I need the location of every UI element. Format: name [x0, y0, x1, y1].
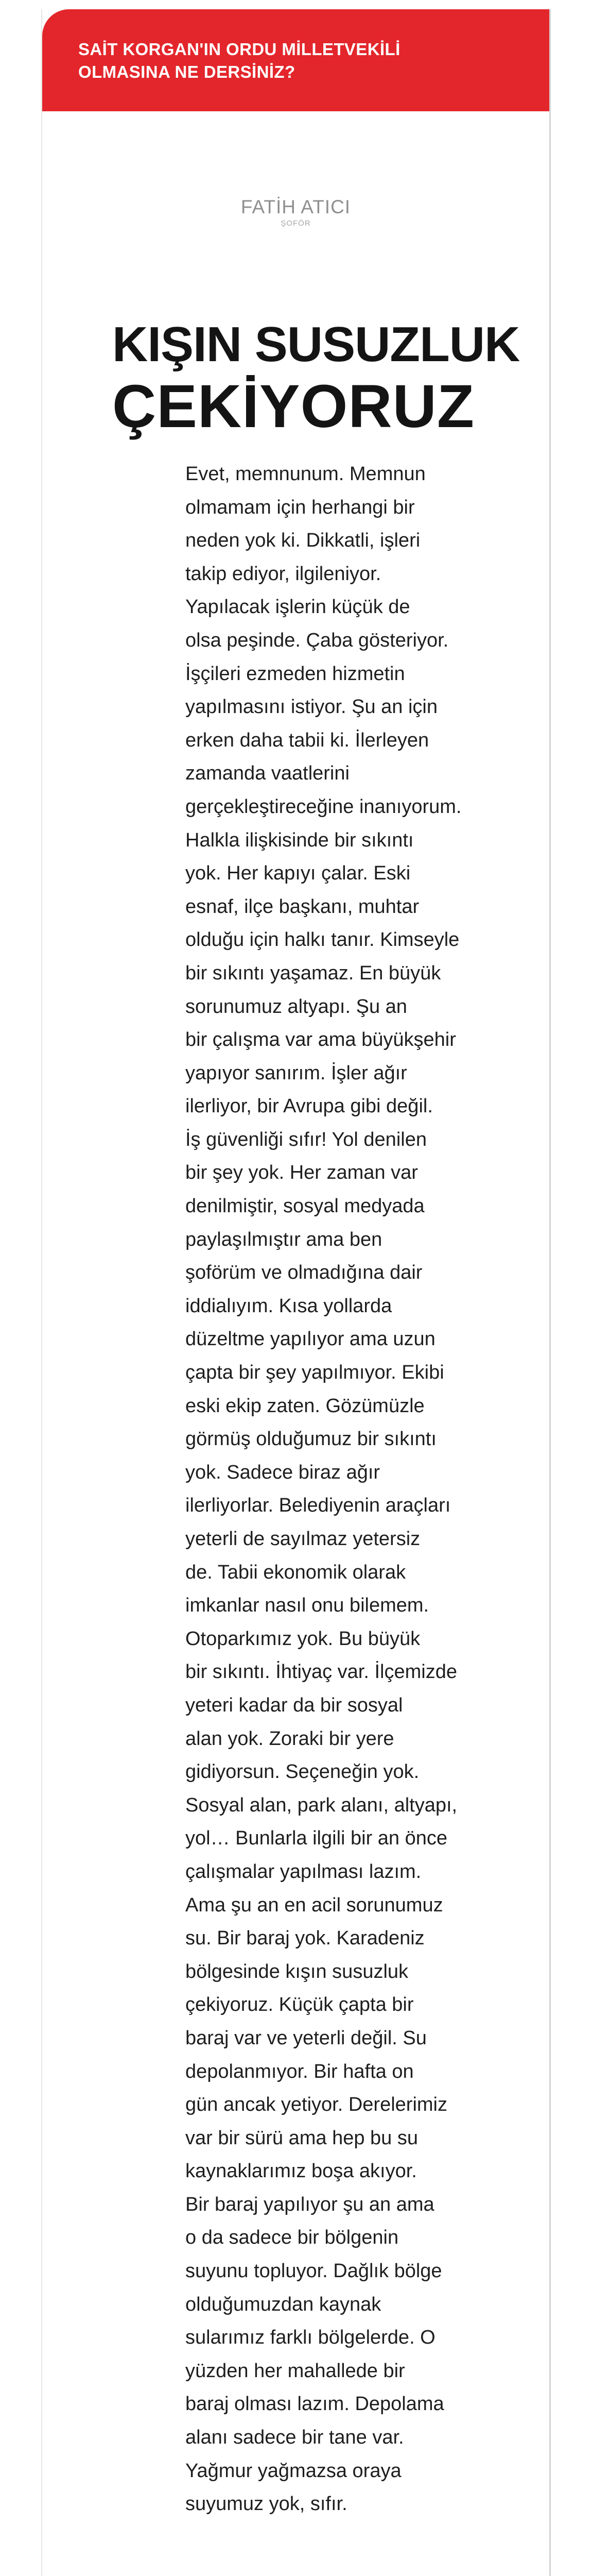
body-line: suyunu topluyor. Dağlık bölge	[185, 2260, 442, 2282]
body-line: olduğu için halkı tanır. Kimseyle	[185, 929, 460, 951]
body-line: Yapılacak işlerin küçük de	[185, 596, 410, 618]
header-banner	[42, 9, 549, 111]
body-line: yok. Sadece biraz ağır	[185, 1461, 380, 1483]
body-line: bir sıkıntı yaşamaz. En büyük	[185, 962, 441, 984]
body-line: yapıyor sanırım. İşler ağır	[185, 1062, 407, 1084]
body-line: bir sıkıntı. İhtiyaç var. İlçemizde	[185, 1661, 457, 1683]
body-line: İş güvenliği sıfır! Yol denilen	[185, 1128, 427, 1150]
body-line: Yağmur yağmazsa oraya	[185, 2460, 402, 2482]
body-line: sularımız farklı bölgelerde. O	[185, 2327, 436, 2349]
body-line: çalışmalar yapılması lazım.	[185, 1860, 422, 1883]
body-line: ilerliyorlar. Belediyenin araçları	[185, 1495, 451, 1517]
body-line: alanı sadece bir tane var.	[185, 2427, 404, 2449]
body-line: Evet, memnunum. Memnun	[185, 463, 426, 485]
body-line: paylaşılmıştır ama ben	[185, 1228, 382, 1250]
body-line: iddialıyım. Kısa yollarda	[185, 1295, 392, 1317]
body-line: de. Tabii ekonomik olarak	[185, 1561, 406, 1583]
body-line: Halkla ilişkisinde bir sıkıntı	[185, 829, 414, 851]
body-line: şoförüm ve olmadığına dair	[185, 1262, 423, 1284]
body-line: alan yok. Zoraki bir yere	[185, 1727, 394, 1750]
body-line: ilerliyor, bir Avrupa gibi değil.	[185, 1095, 433, 1117]
body-line: sorunumuz altyapı. Şu an	[185, 995, 407, 1018]
body-line: esnaf, ilçe başkanı, muhtar	[185, 895, 420, 918]
body-line: takip ediyor, ilgileniyor.	[185, 563, 381, 585]
body-line: suyumuz yok, sıfır.	[185, 2493, 347, 2515]
headline-line-2: ÇEKİYORUZ	[112, 372, 475, 440]
byline	[42, 196, 549, 229]
interviewee-role: ŞOFÖR	[281, 219, 311, 228]
headline-line-1: KIŞIN SUSUZLUK	[112, 317, 520, 372]
body-line: var bir sürü ama hep bu su	[185, 2127, 419, 2149]
article-headline	[112, 316, 539, 439]
body-line: depolanmıyor. Bir hafta on	[185, 2060, 414, 2082]
body-line: yok. Her kapıyı çalar. Eski	[185, 862, 411, 885]
body-line: Otoparkımız yok. Bu büyük	[185, 1628, 421, 1650]
body-line: Sosyal alan, park alanı, altyapı,	[185, 1794, 458, 1816]
body-line: zamanda vaatlerini	[185, 762, 350, 785]
body-line: çekiyoruz. Küçük çapta bir	[185, 1994, 414, 2016]
body-line: bir çalışma var ama büyükşehir	[185, 1029, 456, 1051]
body-line: gerçekleştireceğine inanıyorum.	[185, 795, 462, 818]
body-line: imkanlar nasıl onu bilemem.	[185, 1595, 429, 1617]
body-line: yol… Bunlarla ilgili bir an önce	[185, 1827, 448, 1850]
body-line: eski ekip zaten. Gözümüzle	[185, 1395, 425, 1417]
body-line: olsa peşinde. Çaba gösteriyor.	[185, 629, 449, 651]
body-line: erken daha tabii ki. İlerleyen	[185, 729, 429, 751]
body-line: çapta bir şey yapılmıyor. Ekibi	[185, 1362, 444, 1384]
body-line: gidiyorsun. Seçeneğin yok.	[185, 1761, 420, 1783]
body-line: düzeltme yapılıyor ama uzun	[185, 1328, 436, 1350]
body-line: bölgesinde kışın susuzluk	[185, 1960, 409, 1982]
article-body	[185, 457, 515, 2521]
body-line: denilmiştir, sosyal medyada	[185, 1195, 425, 1217]
body-line: İşçileri ezmeden hizmetin	[185, 663, 405, 685]
body-line: neden yok ki. Dikkatli, işleri	[185, 530, 421, 552]
body-line: bir şey yok. Her zaman var	[185, 1162, 418, 1184]
body-line: olduğumuzdan kaynak	[185, 2293, 381, 2315]
body-line: Ama şu an en acil sorunumuz	[185, 1894, 443, 1916]
interviewee-name: FATİH ATICI	[240, 196, 351, 217]
magazine-page	[41, 9, 551, 2576]
body-line: yüzden her mahallede bir	[185, 2360, 405, 2382]
body-line: yeterli de sayılmaz yetersiz	[185, 1528, 421, 1550]
body-line: o da sadece bir bölgenin	[185, 2227, 399, 2249]
body-line: kaynaklarımız boşa akıyor.	[185, 2160, 417, 2182]
body-line: baraj olması lazım. Depolama	[185, 2393, 444, 2415]
header-question: SAİT KORGAN'IN ORDU MİLLETVEKİLİ OLMASINA NE DERSİNİZ?	[78, 40, 401, 81]
body-line: olmamam için herhangi bir	[185, 496, 415, 518]
body-line: Bir baraj yapılıyor şu an ama	[185, 2193, 434, 2215]
body-line: baraj var ve yeterli değil. Su	[185, 2027, 427, 2049]
body-line: su. Bir baraj yok. Karadeniz	[185, 1927, 425, 1950]
body-line: yapılmasını istiyor. Şu an için	[185, 696, 438, 718]
body-line: görmüş olduğumuz bir sıkıntı	[185, 1428, 437, 1450]
body-line: gün ancak yetiyor. Derelerimiz	[185, 2094, 447, 2116]
body-line: yeteri kadar da bir sosyal	[185, 1694, 403, 1716]
